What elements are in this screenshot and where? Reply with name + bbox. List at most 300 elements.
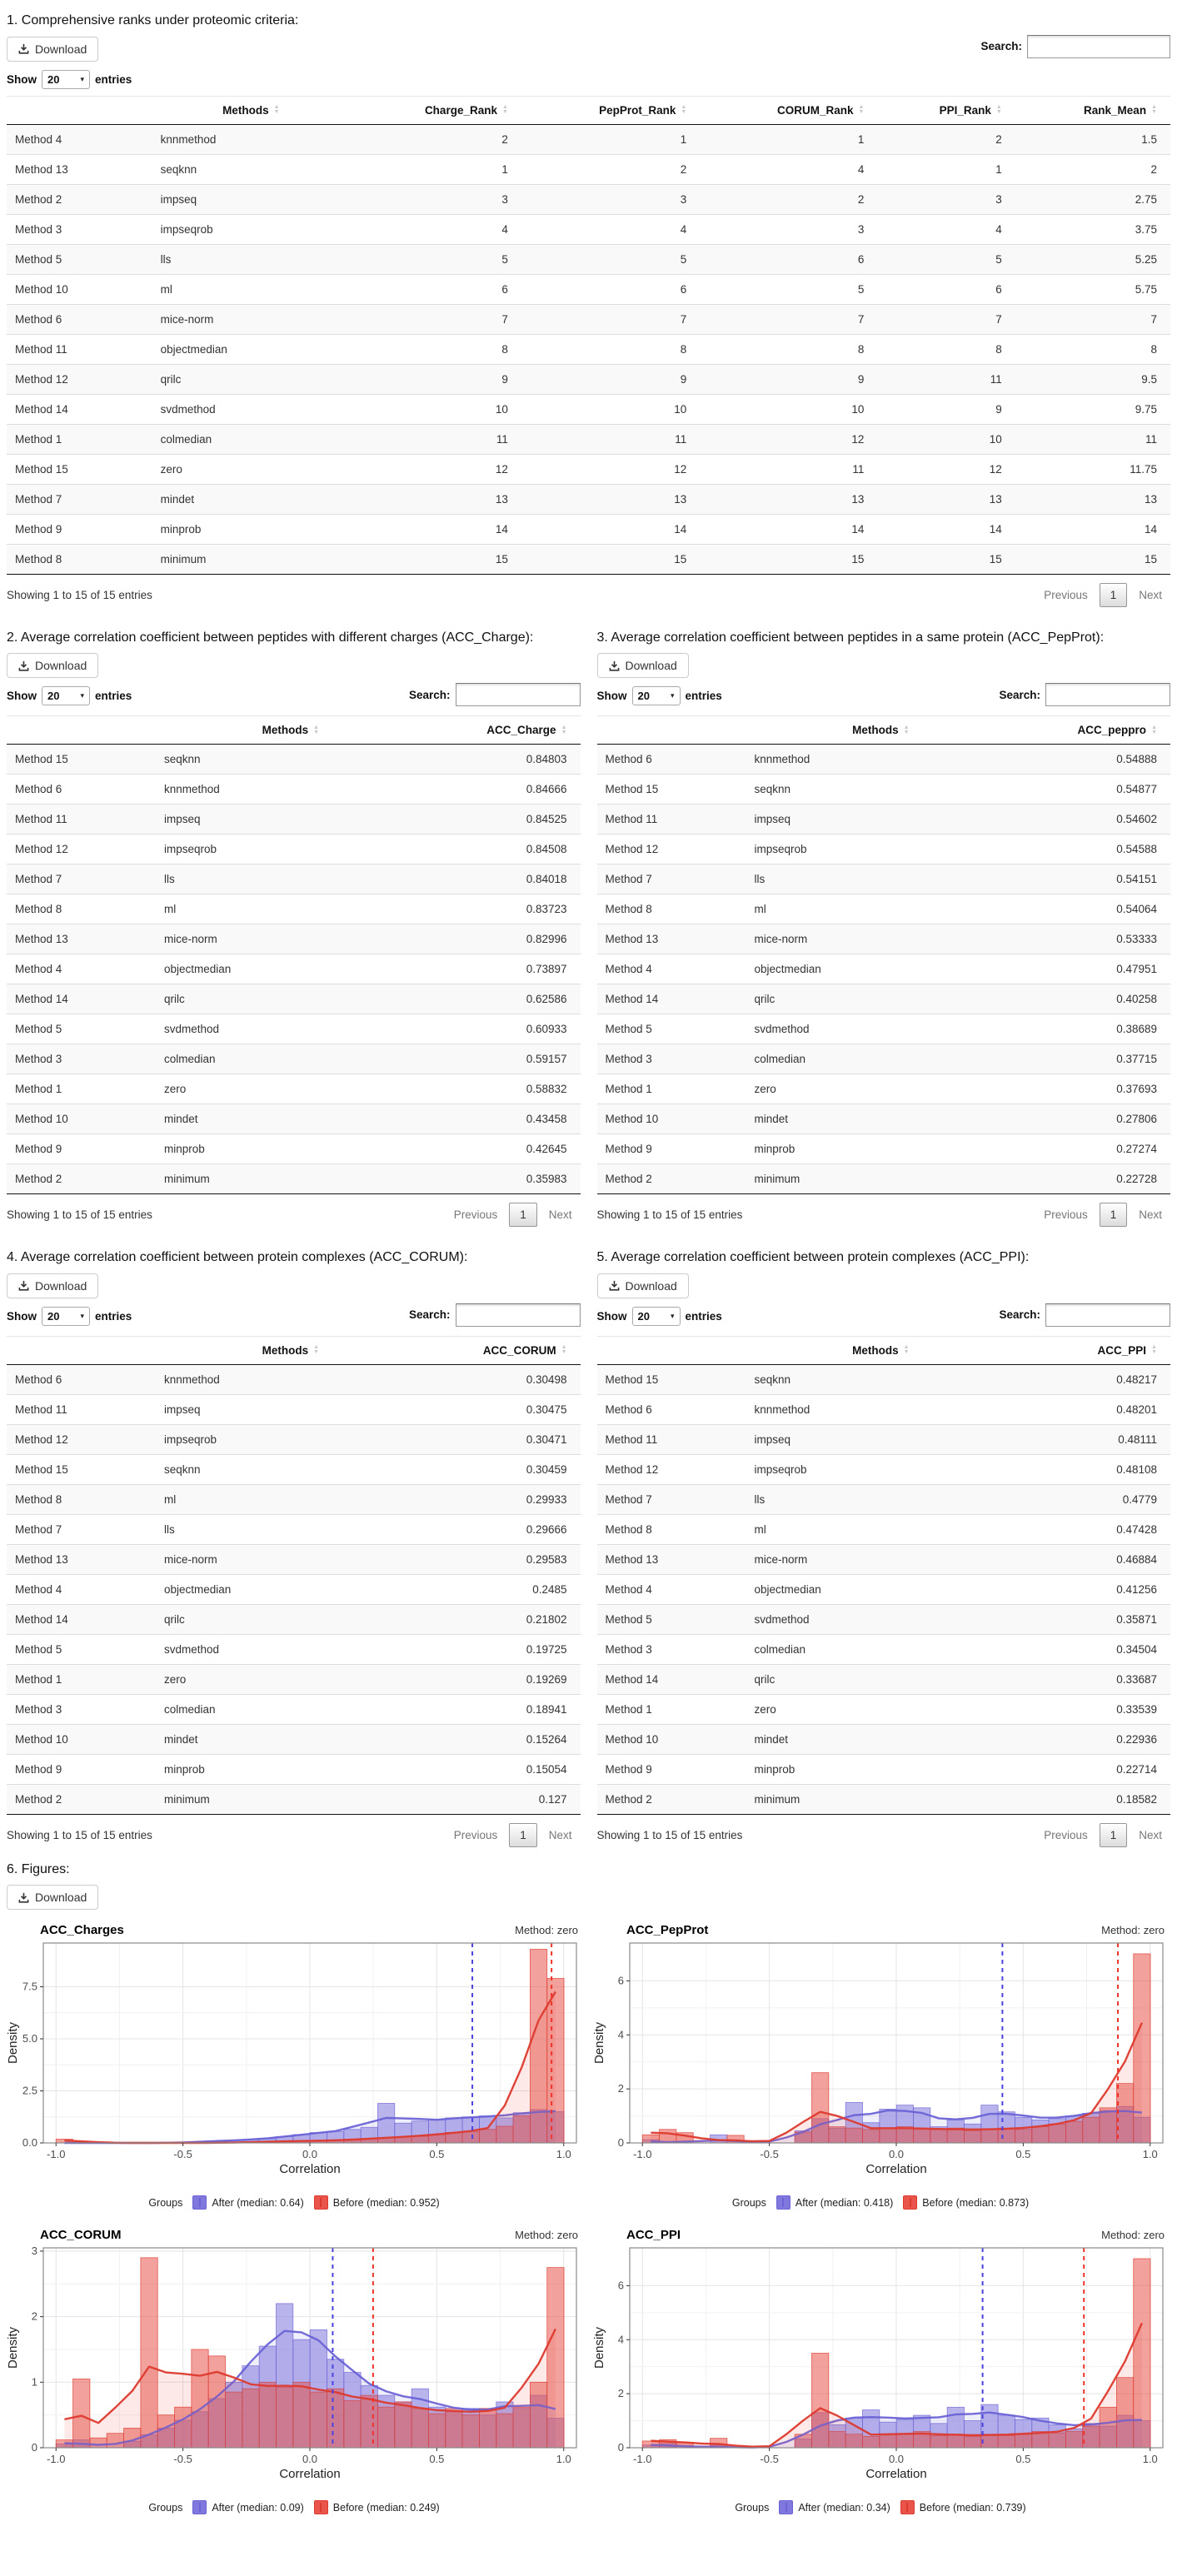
table-row <box>7 1604 581 1634</box>
table-row <box>7 1074 581 1104</box>
row-name-cell: Method 1 <box>7 1664 156 1694</box>
method-cell: minimum <box>746 1784 1016 1814</box>
page-size-select[interactable] <box>632 686 681 705</box>
table-row <box>597 1164 1171 1194</box>
value-cell: 0.30498 <box>426 1364 581 1394</box>
value-cell: 0.33687 <box>1015 1664 1170 1694</box>
value-cell: 0.4779 <box>1015 1484 1170 1514</box>
table-row <box>7 1044 581 1074</box>
row-name-cell: Method 7 <box>7 1514 156 1544</box>
page-size-value: 20 <box>637 1309 650 1323</box>
column-header-Charge_Rank[interactable]: Charge_Rank ▲ ▼ <box>350 96 521 124</box>
method-cell: knnmethod <box>156 1364 426 1394</box>
page-size-select[interactable] <box>42 686 90 705</box>
download-label: Download <box>625 1278 677 1293</box>
previous-page-button[interactable]: Previous <box>453 1828 498 1841</box>
method-cell: svdmethod <box>156 1634 426 1664</box>
value-cell: 0.29933 <box>426 1484 581 1514</box>
value-cell: 0.29583 <box>426 1544 581 1574</box>
next-page-button[interactable]: Next <box>548 1208 572 1222</box>
value-cell: 2 <box>877 124 1015 154</box>
value-cell: 9 <box>350 364 521 394</box>
legend-swatch-icon <box>779 2500 793 2514</box>
value-cell: 0.47428 <box>1015 1514 1170 1544</box>
y-tick-label: 6 <box>617 2279 624 2292</box>
table-row <box>7 1694 581 1724</box>
x-tick-label: -1.0 <box>47 2453 66 2466</box>
sort-icon: ▲ ▼ <box>313 1344 320 1356</box>
x-tick-label: 0.5 <box>1015 2453 1031 2466</box>
column-header-Methods[interactable]: Methods ▲ ▼ <box>156 716 426 745</box>
legend-label: Before (median: 0.739) <box>919 2501 1026 2514</box>
download-button[interactable] <box>597 653 689 678</box>
column-header-Methods[interactable]: Methods ▲ ▼ <box>746 716 1016 745</box>
page-1-button[interactable]: 1 <box>1100 1823 1128 1847</box>
method-cell: zero <box>746 1074 1016 1104</box>
method-cell: minprob <box>746 1134 1016 1164</box>
method-cell: seqknn <box>156 745 426 775</box>
table-row <box>597 1454 1171 1484</box>
table-row <box>7 745 581 775</box>
value-cell: 0.21802 <box>426 1604 581 1634</box>
download-button[interactable] <box>7 653 98 678</box>
download-label: Download <box>625 659 677 673</box>
value-cell: 11 <box>350 424 521 454</box>
page-1-button[interactable]: 1 <box>509 1203 537 1227</box>
x-tick-label: -1.0 <box>633 2148 652 2161</box>
row-name-cell: Method 13 <box>7 1544 156 1574</box>
caret-down-icon: ▾ <box>670 1311 675 1320</box>
legend-key <box>776 2195 893 2210</box>
column-header-ACC_Charge[interactable]: ACC_Charge ▲ ▼ <box>426 716 581 745</box>
entries-label: entries <box>685 1309 722 1323</box>
value-cell: 9 <box>877 394 1015 424</box>
pagination <box>1035 1823 1170 1847</box>
method-cell: lls <box>746 1484 1016 1514</box>
table-row <box>7 154 1170 184</box>
table-row <box>597 1754 1171 1784</box>
legend-key <box>903 2195 1029 2210</box>
row-name-header <box>7 716 156 745</box>
value-cell: 0.53333 <box>1015 924 1170 954</box>
value-cell: 4 <box>521 214 700 244</box>
row-name-cell: Method 15 <box>597 775 746 805</box>
page-length-control <box>7 686 132 705</box>
value-cell: 7 <box>877 304 1015 334</box>
x-tick-label: -0.5 <box>760 2148 779 2161</box>
row-name-cell: Method 15 <box>597 1364 746 1394</box>
y-tick-label: 2 <box>31 2309 37 2323</box>
value-cell: 7 <box>1015 304 1170 334</box>
method-cell: impseqrob <box>156 1424 426 1454</box>
method-cell: qrilc <box>156 984 426 1014</box>
legend-swatch-icon <box>192 2500 207 2514</box>
value-cell: 8 <box>521 334 700 364</box>
page-size-select[interactable] <box>632 1307 681 1326</box>
legend-swatch-icon <box>314 2195 328 2210</box>
method-cell: impseq <box>156 1394 426 1424</box>
download-icon <box>18 43 29 54</box>
value-cell: 0.60933 <box>426 1014 581 1044</box>
row-name-cell: Method 8 <box>597 894 746 924</box>
method-cell: mindet <box>156 1104 426 1134</box>
page-1-button[interactable]: 1 <box>1100 1203 1128 1227</box>
method-cell: seqknn <box>152 154 350 184</box>
table-row <box>7 424 1170 454</box>
table-info: Showing 1 to 15 of 15 entries <box>596 1208 743 1222</box>
next-page-button[interactable]: Next <box>548 1828 572 1841</box>
value-cell: 0.27806 <box>1015 1104 1170 1134</box>
column-header-Methods[interactable]: Methods ▲ ▼ <box>156 1336 426 1364</box>
table-row <box>597 894 1171 924</box>
row-name-cell: Method 9 <box>597 1754 746 1784</box>
row-name-cell: Method 9 <box>7 1134 156 1164</box>
value-cell: 6 <box>350 274 521 304</box>
value-cell: 10 <box>521 394 700 424</box>
search-label: Search: <box>980 40 1022 53</box>
column-header-ACC_CORUM[interactable]: ACC_CORUM ▲ ▼ <box>426 1336 581 1364</box>
value-cell: 0.22936 <box>1015 1724 1170 1754</box>
row-name-cell: Method 8 <box>7 894 156 924</box>
row-name-cell: Method 9 <box>597 1134 746 1164</box>
caret-down-icon: ▾ <box>80 74 84 83</box>
section-acc-ppi <box>597 1242 1171 1854</box>
figure-title: ACC_PPI <box>626 2228 681 2243</box>
value-cell: 10 <box>700 394 877 424</box>
value-cell: 1 <box>521 124 700 154</box>
y-tick-label: 2.5 <box>22 2084 37 2097</box>
method-cell: mice-norm <box>156 1544 426 1574</box>
row-name-cell: Method 6 <box>7 1364 156 1394</box>
table-row <box>7 1664 581 1694</box>
x-tick-label: 0.5 <box>429 2148 445 2161</box>
section-title: 1. Comprehensive ranks under proteomic criteria: <box>7 13 299 27</box>
table-row <box>7 364 1170 394</box>
previous-page-button[interactable]: Previous <box>1044 1828 1088 1841</box>
search-input[interactable] <box>456 683 581 706</box>
value-cell: 0.37715 <box>1015 1044 1170 1074</box>
search-input[interactable] <box>1027 35 1170 58</box>
table-row <box>7 1454 581 1484</box>
column-header-PPI_Rank[interactable]: PPI_Rank ▲ ▼ <box>877 96 1015 124</box>
table-row <box>597 1104 1171 1134</box>
value-cell: 14 <box>1015 514 1170 544</box>
method-cell: impseqrob <box>156 835 426 864</box>
method-cell: minimum <box>746 1164 1016 1194</box>
previous-page-button[interactable]: Previous <box>453 1208 498 1222</box>
search-label: Search: <box>408 1308 451 1322</box>
search-input[interactable] <box>1045 1303 1170 1327</box>
value-cell: 3 <box>877 184 1015 214</box>
value-cell: 15 <box>350 544 521 574</box>
row-name-cell: Method 4 <box>597 1574 746 1604</box>
method-cell: ml <box>156 894 426 924</box>
value-cell: 0.84525 <box>426 805 581 835</box>
method-cell: knnmethod <box>152 124 350 154</box>
method-cell: lls <box>156 864 426 894</box>
legend-label: Before (median: 0.873) <box>922 2196 1030 2209</box>
method-cell: objectmedian <box>156 1574 426 1604</box>
table-row <box>7 1484 581 1514</box>
value-cell: 5 <box>521 244 700 274</box>
table-row <box>597 1604 1171 1634</box>
value-cell: 2 <box>1015 154 1170 184</box>
table-info: Showing 1 to 15 of 15 entries <box>7 1828 152 1841</box>
value-cell: 3 <box>350 184 521 214</box>
download-icon <box>18 660 29 671</box>
row-name-cell: Method 4 <box>7 124 152 154</box>
column-header-PepProt_Rank[interactable]: PepProt_Rank ▲ ▼ <box>521 96 700 124</box>
table-row <box>597 1724 1171 1754</box>
method-cell: minprob <box>156 1754 426 1784</box>
previous-page-button[interactable]: Previous <box>1044 588 1088 601</box>
row-name-cell: Method 4 <box>7 1574 156 1604</box>
column-header-ACC_peppro[interactable]: ACC_peppro ▲ ▼ <box>1015 716 1170 745</box>
table-row <box>597 745 1171 775</box>
legend-swatch-icon <box>900 2500 915 2514</box>
value-cell: 0.62586 <box>426 984 581 1014</box>
method-cell: colmedian <box>152 424 350 454</box>
table-row <box>7 805 581 835</box>
table-row <box>7 1544 581 1574</box>
legend-title: Groups <box>735 2501 770 2514</box>
column-header-Methods[interactable]: Methods ▲ ▼ <box>746 1336 1016 1364</box>
figure-method-label: Method: zero <box>515 2229 578 2242</box>
method-cell: mice-norm <box>152 304 350 334</box>
value-cell: 14 <box>350 514 521 544</box>
next-page-button[interactable]: Next <box>1139 1828 1162 1841</box>
download-button[interactable] <box>7 1885 98 1910</box>
figure-title: ACC_Charges <box>40 1923 124 1938</box>
search-input[interactable] <box>1045 683 1170 706</box>
method-cell: impseqrob <box>746 835 1016 864</box>
row-name-cell: Method 14 <box>597 1664 746 1694</box>
download-button[interactable] <box>7 1273 98 1298</box>
row-name-cell: Method 1 <box>7 424 152 454</box>
value-cell: 11 <box>521 424 700 454</box>
value-cell: 5.75 <box>1015 274 1170 304</box>
value-cell: 15 <box>521 544 700 574</box>
table-row <box>7 1364 581 1394</box>
row-name-cell: Method 14 <box>7 394 152 424</box>
legend-title: Groups <box>148 2501 183 2514</box>
figure-legend <box>7 2497 581 2523</box>
row-name-cell: Method 12 <box>597 1454 746 1484</box>
row-name-header <box>7 96 152 124</box>
method-cell: impseq <box>156 805 426 835</box>
page-1-button[interactable]: 1 <box>1100 583 1128 607</box>
figure-title: ACC_PepProt <box>626 1923 709 1938</box>
row-name-cell: Method 13 <box>597 1544 746 1574</box>
table-row <box>7 334 1170 364</box>
download-button[interactable] <box>597 1273 689 1298</box>
row-name-cell: Method 8 <box>7 1484 156 1514</box>
row-name-cell: Method 7 <box>597 864 746 894</box>
row-name-cell: Method 7 <box>7 864 156 894</box>
value-cell: 0.54888 <box>1015 745 1170 775</box>
next-page-button[interactable]: Next <box>1139 588 1162 601</box>
column-header-ACC_PPI[interactable]: ACC_PPI ▲ ▼ <box>1015 1336 1170 1364</box>
download-button[interactable] <box>7 37 98 62</box>
x-tick-label: 0.0 <box>888 2148 905 2161</box>
value-cell: 0.58832 <box>426 1074 581 1104</box>
table-row <box>7 124 1170 154</box>
method-cell: mindet <box>156 1724 426 1754</box>
value-cell: 0.19269 <box>426 1664 581 1694</box>
row-name-cell: Method 1 <box>7 1074 156 1104</box>
page-size-select[interactable] <box>42 70 90 89</box>
row-name-cell: Method 11 <box>7 334 152 364</box>
search-control <box>999 683 1170 706</box>
value-cell: 1 <box>700 124 877 154</box>
page-1-button[interactable]: 1 <box>509 1823 537 1847</box>
row-name-cell: Method 14 <box>597 984 746 1014</box>
show-label: Show <box>7 1309 37 1323</box>
row-name-cell: Method 7 <box>597 1484 746 1514</box>
next-page-button[interactable]: Next <box>1139 1208 1162 1222</box>
value-cell: 10 <box>350 394 521 424</box>
column-header-Methods[interactable]: Methods ▲ ▼ <box>152 96 350 124</box>
method-cell: svdmethod <box>156 1014 426 1044</box>
table-row <box>7 775 581 805</box>
table-row <box>7 394 1170 424</box>
x-tick-label: -0.5 <box>173 2148 192 2161</box>
method-cell: objectmedian <box>746 954 1016 984</box>
value-cell: 14 <box>521 514 700 544</box>
row-name-cell: Method 11 <box>7 805 156 835</box>
value-cell: 9 <box>521 364 700 394</box>
section-acc-charge <box>7 622 581 1234</box>
method-cell: qrilc <box>746 984 1016 1014</box>
method-cell: zero <box>746 1694 1016 1724</box>
column-header-Rank_Mean[interactable]: Rank_Mean ▲ ▼ <box>1015 96 1170 124</box>
value-cell: 8 <box>877 334 1015 364</box>
search-input[interactable] <box>456 1303 581 1327</box>
table-row <box>7 514 1170 544</box>
table-row <box>7 954 581 984</box>
table-row <box>597 1484 1171 1514</box>
value-cell: 0.33539 <box>1015 1694 1170 1724</box>
table-row <box>7 244 1170 274</box>
row-name-cell: Method 4 <box>7 954 156 984</box>
row-name-cell: Method 10 <box>7 274 152 304</box>
value-cell: 5 <box>877 244 1015 274</box>
method-cell: impseq <box>746 1424 1016 1454</box>
page-length-control <box>597 686 722 705</box>
method-cell: knnmethod <box>746 1394 1016 1424</box>
value-cell: 11 <box>1015 424 1170 454</box>
row-name-cell: Method 15 <box>7 745 156 775</box>
row-name-cell: Method 3 <box>7 214 152 244</box>
legend-label: After (median: 0.418) <box>795 2196 894 2209</box>
entries-label: entries <box>685 690 722 703</box>
page-length-control <box>597 1307 722 1326</box>
value-cell: 0.18941 <box>426 1694 581 1724</box>
row-name-header <box>597 716 746 745</box>
value-cell: 6 <box>877 274 1015 304</box>
previous-page-button[interactable]: Previous <box>1044 1208 1088 1222</box>
value-cell: 0.48201 <box>1015 1394 1170 1424</box>
method-cell: knnmethod <box>156 775 426 805</box>
download-icon <box>18 1280 29 1291</box>
row-name-cell: Method 13 <box>7 154 152 184</box>
legend-key <box>314 2195 440 2210</box>
row-name-cell: Method 3 <box>7 1694 156 1724</box>
method-cell: impseq <box>152 184 350 214</box>
table-row <box>7 544 1170 574</box>
value-cell: 0.15264 <box>426 1724 581 1754</box>
row-name-cell: Method 11 <box>7 1394 156 1424</box>
value-cell: 4 <box>877 214 1015 244</box>
value-cell: 0.54602 <box>1015 805 1170 835</box>
table-row <box>597 1134 1171 1164</box>
method-cell: colmedian <box>156 1694 426 1724</box>
legend-title: Groups <box>148 2196 183 2209</box>
method-cell: ml <box>156 1484 426 1514</box>
legend-label: After (median: 0.64) <box>212 2196 304 2209</box>
row-name-cell: Method 10 <box>597 1104 746 1134</box>
figure-plot <box>593 2243 1168 2494</box>
row-name-cell: Method 11 <box>597 1424 746 1454</box>
page-size-select[interactable] <box>42 1307 90 1326</box>
table-row <box>7 1784 581 1814</box>
method-cell: ml <box>746 1514 1016 1544</box>
acc-charge-table <box>7 715 581 1194</box>
search-label: Search: <box>999 688 1040 701</box>
download-label: Download <box>35 659 87 673</box>
value-cell: 0.47951 <box>1015 954 1170 984</box>
acc-ppi-table <box>597 1336 1171 1815</box>
search-control <box>999 1303 1170 1327</box>
y-tick-label: 2 <box>617 2387 624 2400</box>
row-name-cell: Method 4 <box>597 954 746 984</box>
value-cell: 0.82996 <box>426 924 581 954</box>
sort-icon: ▲ ▼ <box>858 104 865 116</box>
download-label: Download <box>35 42 87 56</box>
ranks-table <box>7 96 1170 575</box>
value-cell: 13 <box>350 484 521 514</box>
show-label: Show <box>596 1309 627 1323</box>
method-cell: seqknn <box>746 1364 1016 1394</box>
y-tick-label: 4 <box>617 2333 624 2346</box>
y-tick-label: 1 <box>31 2375 37 2389</box>
page-size-value: 20 <box>47 72 60 86</box>
table-row <box>7 894 581 924</box>
value-cell: 0.38689 <box>1015 1014 1170 1044</box>
value-cell: 0.48217 <box>1015 1364 1170 1394</box>
method-cell: qrilc <box>746 1664 1016 1694</box>
method-cell: colmedian <box>746 1044 1016 1074</box>
download-icon <box>609 1280 620 1291</box>
value-cell: 0.41256 <box>1015 1574 1170 1604</box>
table-row <box>597 1574 1171 1604</box>
x-tick-label: 1.0 <box>1142 2453 1158 2466</box>
value-cell: 0.22728 <box>1015 1164 1170 1194</box>
row-name-cell: Method 1 <box>597 1074 746 1104</box>
row-name-cell: Method 12 <box>7 364 152 394</box>
value-cell: 6 <box>700 244 877 274</box>
legend-label: Before (median: 0.249) <box>332 2501 440 2514</box>
column-header-CORUM_Rank[interactable]: CORUM_Rank ▲ ▼ <box>700 96 877 124</box>
value-cell: 8 <box>1015 334 1170 364</box>
table-row <box>597 1694 1171 1724</box>
table-row <box>7 1724 581 1754</box>
table-row <box>597 775 1171 805</box>
table-row <box>597 924 1171 954</box>
value-cell: 2.75 <box>1015 184 1170 214</box>
method-cell: lls <box>152 244 350 274</box>
acc-corum-table <box>7 1336 581 1815</box>
